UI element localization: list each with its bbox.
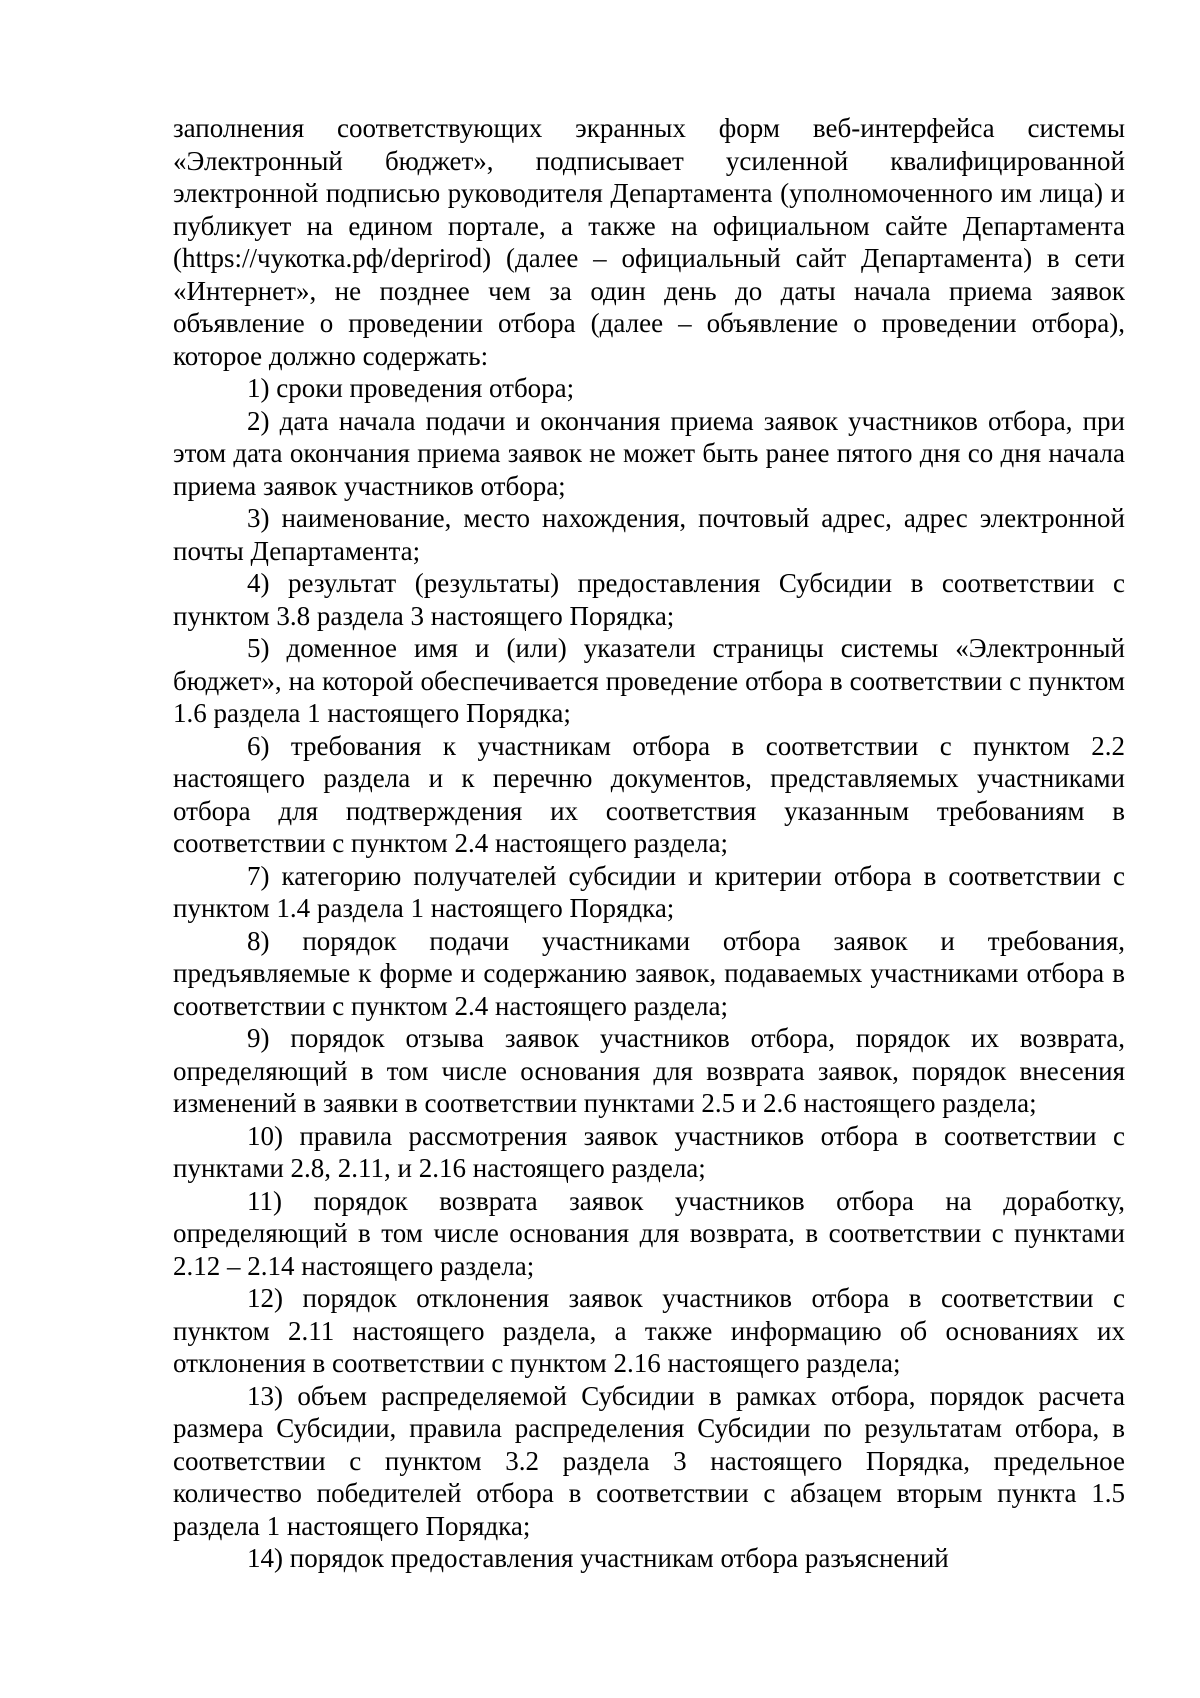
list-item-2: 2) дата начала подачи и окончания приема заявок участников отбора, при этом дата окончания приема заявок не может быть ранее пятого дня со дня начала приема заявок участников отбора;: [173, 405, 1125, 501]
list-item-9: 9) порядок отзыва заявок участников отбора, порядок их возврата, определяющий в том числе основания для возврата заявок, порядок внесения изменений в заявки в соответствии пунктами 2.5 и 2.6 настоящего раздела;: [173, 1023, 1125, 1118]
paragraph-intro: заполнения соответствующих экранных форм веб-интерфейса системы «Электронный бюджет», подписывает усиленной квалифицированной электронной подписью руководителя Департамента (уполномоченного им лица) и публикует на едином портале, а также на официальном сайте Департамента (https://чукотка.рф/deprirod) (далее – официальный сайт Департамента) в сети «Интернет», не позднее чем за один день до даты начала приема заявок объявление о проведении отбора (далее – объявление о проведении отбора), которое должно содержать:: [173, 113, 1125, 371]
list-item-1: 1) сроки проведения отбора;: [247, 373, 575, 403]
list-item-13: 13) объем распределяемой Субсидии в рамках отбора, порядок расчета размера Субсидии, правила распределения Субсидии по результатам отбора, в соответствии с пунктом 3.2 раздела 3 настоящего Порядка, предельное количество победителей отбора в соответствии с абзацем вторым пункта 1.5 раздела 1 настоящего Порядка;: [173, 1380, 1125, 1541]
list-item-7: 7) категорию получателей субсидии и критерии отбора в соответствии с пунктом 1.4 раздела 1 настоящего Порядка;: [173, 860, 1125, 923]
list-item-4: 4) результат (результаты) предоставления Субсидии в соответствии с пунктом 3.8 раздела 3 настоящего Порядка;: [173, 568, 1125, 631]
list-item-12: 12) порядок отклонения заявок участников отбора в соответствии с пунктом 2.11 настоящего раздела, а также информацию об основаниях их отклонения в соответствии с пунктом 2.16 настоящего раздела;: [173, 1283, 1125, 1378]
document-body: [173, 112, 1125, 1575]
list-item-6: 6) требования к участникам отбора в соответствии с пунктом 2.2 настоящего раздела и к перечню документов, представляемых участниками отбора для подтверждения их соответствия указанным требованиям в соответствии с пунктом 2.4 настоящего раздела;: [173, 730, 1125, 858]
list-item-8: 8) порядок подачи участниками отбора заявок и требования, предъявляемые к форме и содержанию заявок, подаваемых участниками отбора в соответствии с пунктом 2.4 настоящего раздела;: [173, 925, 1125, 1021]
list-item-5: 5) доменное имя и (или) указатели страницы системы «Электронный бюджет», на которой обеспечивается проведение отбора в соответствии с пунктом 1.6 раздела 1 настоящего Порядка;: [173, 633, 1125, 728]
list-item-11: 11) порядок возврата заявок участников отбора на доработку, определяющий в том числе основания для возврата, в соответствии с пунктами 2.12 – 2.14 настоящего раздела;: [173, 1185, 1125, 1281]
list-item-10: 10) правила рассмотрения заявок участников отбора в соответствии с пунктами 2.8, 2.11, и 2.16 настоящего раздела;: [173, 1120, 1125, 1183]
list-item-3: 3) наименование, место нахождения, почтовый адрес, адрес электронной почты Департамента;: [173, 503, 1125, 566]
list-item-14: 14) порядок предоставления участникам отбора разъяснений: [247, 1543, 949, 1573]
